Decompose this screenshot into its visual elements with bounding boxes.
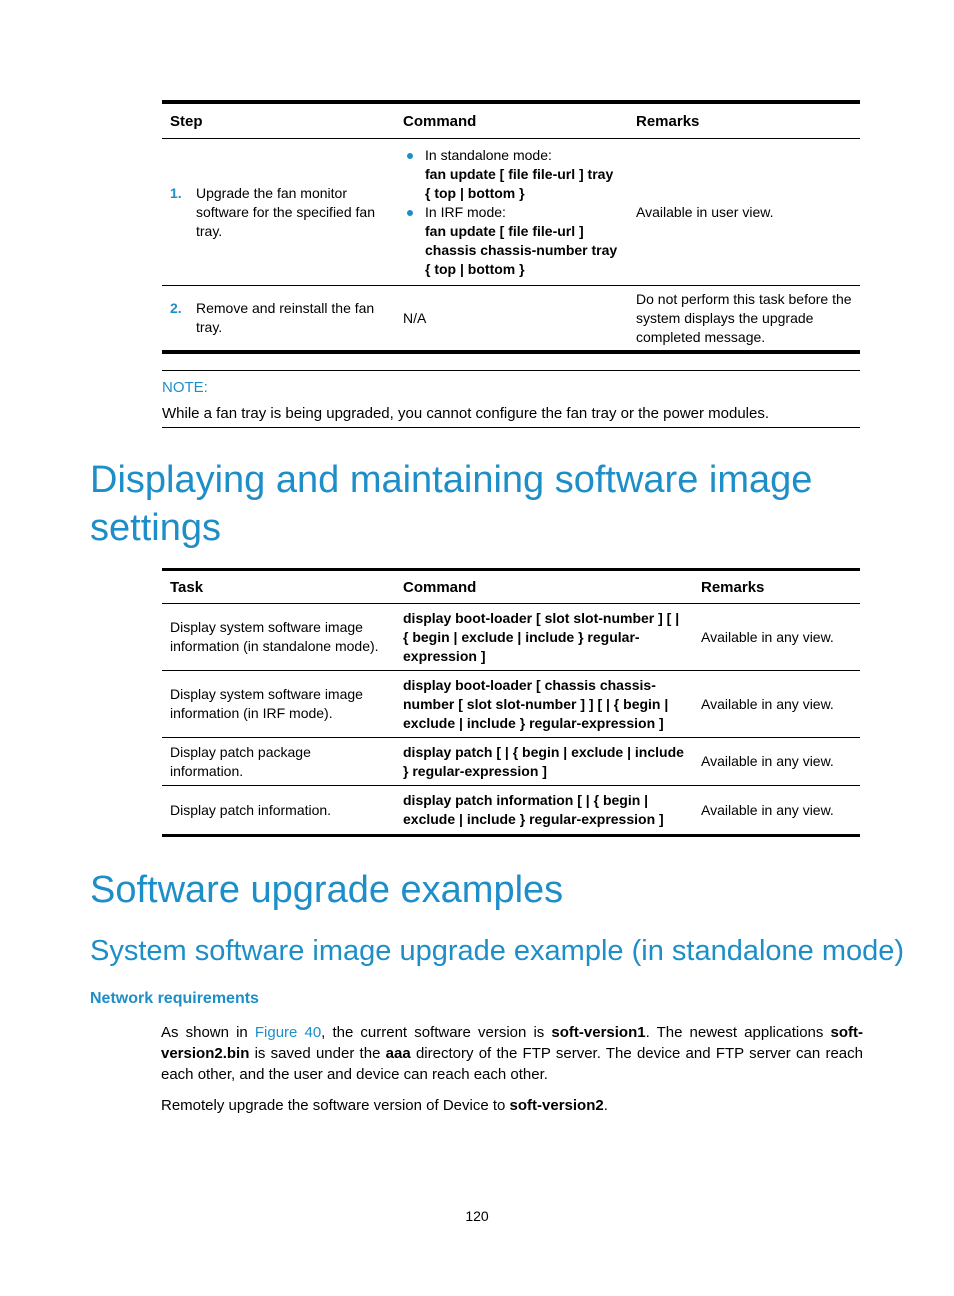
heading-line: Displaying and maintaining software image [90,459,813,501]
subsection-heading: System software image upgrade example (in standalone mode) [90,935,905,967]
table-row [162,139,860,286]
bold-run: soft-version1 [551,1024,646,1041]
step-number: 2. [170,300,182,316]
text-run: is saved under the [249,1045,386,1062]
column-header-remarks: Remarks [693,570,860,604]
remarks-cell: Do not perform this task before the system displays the upgrade completed message. [636,290,852,345]
heading-line: settings [90,507,221,549]
command-cell: display boot-loader [ chassis chassis-number [ slot slot-number ] ] [ | { begin | exclude | include } regular-expression ] [395,671,693,738]
bold-run: aaa [385,1045,411,1062]
step-cell [162,139,395,286]
column-header-command: Command [395,570,693,604]
figure-link[interactable]: Figure 40 [254,1024,322,1041]
command-cell: display boot-loader [ slot slot-number ] [ | { begin | exclude | include } regular-expression ] [395,604,693,671]
network-requirements-paragraph [161,1022,863,1085]
table-row [162,671,860,738]
remarks-cell: Available in user view. [628,139,860,286]
column-header-step: Step [162,102,395,139]
command-syntax: fan update [ file file-url ] tray { top | bottom } [425,165,614,201]
column-header-remarks: Remarks [628,102,860,139]
table-row [162,286,860,353]
task-cell: Display system software image information (in IRF mode). [162,671,395,738]
remarks-cell: Available in any view. [693,671,860,738]
table-row [162,604,860,671]
table-header-row [162,570,860,604]
upgrade-goal-paragraph [161,1095,863,1116]
mode-label: In standalone mode: [425,146,552,163]
note-box [162,370,860,428]
section-heading-examples: Software upgrade examples [90,869,564,911]
remarks-cell: Available in any view. [693,604,860,671]
remarks-cell: Available in any view. [701,801,834,818]
text-run: Remotely upgrade the software version of Device to [161,1097,510,1114]
fan-upgrade-table [162,100,860,354]
table-header-row [162,102,860,139]
page-number: 120 [465,1208,489,1224]
command-syntax: fan update [ file file-url ] chassis chassis-number tray { top | bottom } [425,222,618,277]
step-number: 1. [170,184,182,201]
text-run: . The newest applications [645,1024,831,1041]
column-header-command: Command [395,102,628,139]
list-item [403,203,620,279]
display-commands-table [162,568,860,837]
note-text: While a fan tray is being upgraded, you cannot configure the fan tray or the power modules. [162,405,770,422]
task-cell: Display patch package information. [162,738,395,786]
step-cell [162,286,395,353]
subsubsection-heading: Network requirements [90,990,259,1007]
table-row [162,786,860,836]
command-cell [395,139,628,286]
column-header-task: Task [162,570,395,604]
command-cell: N/A [403,309,427,326]
remarks-cell: Available in any view. [693,738,860,786]
task-cell: Display patch information. [170,801,332,818]
note-label: NOTE: [162,379,208,396]
text-run: . [603,1097,608,1114]
command-cell: display patch [ | { begin | exclude | include } regular-expression ] [395,738,693,786]
bold-run: soft-version2 [509,1097,604,1114]
text-run: directory of the FTP server. The device and FTP server can reach each other, and the user and device can reach each other. [161,1045,863,1083]
command-cell: display patch information [ | { begin | exclude | include } regular-expression ] [403,792,664,827]
text-run: , the current software version is [321,1024,552,1041]
step-text: Upgrade the fan monitor software for the specified fan tray. [196,184,375,239]
text-run: As shown in [161,1024,255,1041]
table-row [162,738,860,786]
section-heading-display [90,456,812,552]
mode-label: In IRF mode: [425,203,506,220]
list-item [403,146,620,203]
command-list [403,146,620,279]
step-text: Remove and reinstall the fan tray. [196,300,375,335]
task-cell: Display system software image information (in standalone mode). [162,604,395,671]
bold-run: soft-version2.bin [161,1024,863,1062]
